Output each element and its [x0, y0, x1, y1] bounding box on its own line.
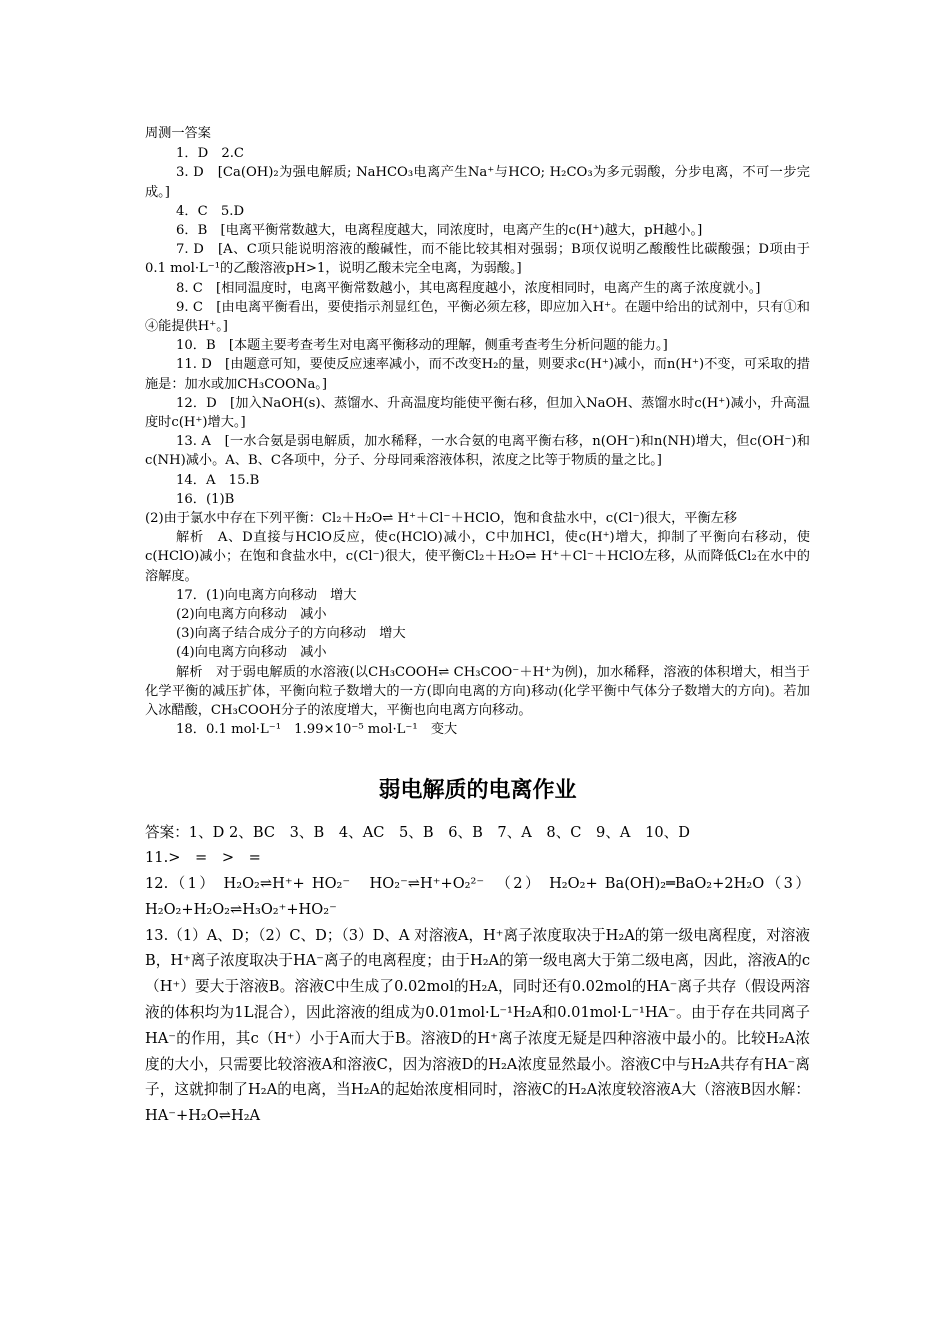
answer-line: 13.（1）A、D；（2）C、D；（3）D、A 对溶液A，H⁺离子浓度取决于H₂A的第一级电离程度，对溶液B，H⁺离子浓度取决于HA⁻离子的电离程度；由于H₂A的第一级电离大于第二级电离，因此，溶液A的c（H⁺）要大于溶液B。溶液C中生成了0.02mol的H₂A，同时还有0.02mol的HA⁻离子共存（假设两溶液的体积均为1L混合），因此溶液的组成为0.01mol·L⁻¹H₂A和0.01mol·L⁻¹HA⁻。由于存在共同离子HA⁻的作用，其c（H⁺）小于A而大于B。溶液D的H⁺离子浓度无疑是四种溶液中最小的。比较H₂A浓度的大小，只需要比较溶液A和溶液C，因为溶液D的H₂A浓度显然最小。溶液C中与H₂A共存有HA⁻离子，这就抑制了H₂A的电离，当H₂A的起始浓度相同时，溶液C的H₂A浓度较溶液A大（溶液B因水解：HA⁻+H₂O⇌H₂A [145, 926, 810, 1125]
answer-sheet [145, 124, 810, 1129]
answer-17-analysis: 解析 对于弱电解质的水溶液(以CH₃COOH⇌ CH₃COO⁻＋H⁺为例)，加水稀释，溶液的体积增大，相当于化学平衡的减压扩体，平衡向粒子数增大的一方(即向电离的方向)移动(化学平衡中气体分子数增大的方向)。若加入冰醋酸，CH₃COOH分子的浓度增大，平衡也向电离方向移动。 [145, 664, 810, 719]
answer-line: 11. D [由题意可知，要使反应速率减小，而不改变H₂的量，则要求c(H⁺)减小，而n(H⁺)不变，可采取的措施是：加水或加CH₃COONa。] [145, 357, 810, 392]
answer-17-part3: (3)向离子结合成分子的方向移动 增大 [176, 626, 406, 642]
section-title: 弱电解质的电离作业 [378, 777, 577, 803]
answer-line: 答案：1、D 2、BC 3、B 4、AC 5、B 6、B 7、A 8、C 9、A 10、D [145, 823, 690, 841]
answer-line: 3. D [Ca(OH)₂为强电解质; NaHCO₃电离产生Na⁺与HCO; H₂CO₃为多元弱酸，分步电离，不可一步完成。] [145, 165, 810, 200]
weekly-test-answers [145, 124, 810, 740]
answer-line: 4．C 5.D [176, 203, 245, 219]
answer-line: 16．(1)B [176, 491, 235, 507]
answer-16-analysis: 解析 A、D直接与HClO反应，使c(HClO)减小，C中加HCl，使c(H⁺)增大，抑制了平衡向右移动，使c(HClO)减小；在饱和食盐水中，c(Cl⁻)很大，使平衡Cl₂＋H₂O⇌ H⁺＋Cl⁻＋HClO左移，从而降低Cl₂在水中的溶解度。 [145, 530, 810, 584]
answer-line: 9. C [由电离平衡看出，要使指示剂显红色，平衡必须左移，即应加入H⁺。在题中给出的试剂中，只有①和④能提供H⁺。] [145, 299, 810, 335]
answer-18: 18．0.1 mol·L⁻¹ 1.99×10⁻⁵ mol·L⁻¹ 变大 [176, 722, 458, 738]
answer-line: 12.（1） H₂O₂⇌H⁺+ HO₂⁻ HO₂⁻⇌H⁺+O₂²⁻ （2） H₂O₂+ Ba(OH)₂═BaO₂+2H₂O（3）H₂O₂+H₂O₂⇌H₃O₂⁺+HO₂⁻ [145, 875, 810, 918]
answer-line: 7. D [A、C项只能说明溶液的酸碱性，而不能比较其相对强弱；B项仅说明乙酸酸性比碳酸强；D项由于0.1 mol·L⁻¹的乙酸溶液pH>1，说明乙酸未完全电离，为弱酸。] [145, 242, 810, 277]
answer-line: 8. C [相同温度时，电离平衡常数越小，其电离程度越小，浓度相同时，电离产生的离子浓度就小。] [176, 280, 761, 296]
answer-line: 6．B [电离平衡常数越大，电离程度越大，同浓度时，电离产生的c(H⁺)越大，pH越小。] [176, 223, 703, 239]
answer-line: 12．D [加入NaOH(s)、蒸馏水、升高温度均能使平衡右移，但加入NaOH、蒸馏水时c(H⁺)减小，升高温度时c(H⁺)增大。] [145, 395, 810, 431]
homework-answers [145, 820, 810, 1130]
answer-line: 14．A 15.B [176, 472, 260, 488]
answer-line: 11.> = > = [145, 849, 261, 867]
answer-line: 10．B [本题主要考查考生对电离平衡移动的理解，侧重考查考生分析问题的能力。] [176, 338, 668, 354]
answer-16-part2: (2)由于氯水中存在下列平衡：Cl₂＋H₂O⇌ H⁺＋Cl⁻＋HClO，饱和食盐水中，c(Cl⁻)很大，平衡左移 [145, 511, 738, 527]
answer-line: 13. A [一水合氨是弱电解质，加水稀释，一水合氨的电离平衡右移，n(OH⁻)和n(NH)增大，但c(OH⁻)和c(NH)减小。A、B、C各项中，分子、分母同乘溶液体积，浓度之比等于物质的量之比。] [145, 434, 810, 469]
answer-17-part2: (2)向电离方向移动 减小 [176, 607, 327, 623]
answer-17-part4: (4)向电离方向移动 减小 [176, 645, 327, 661]
answer-line: 1．D 2.C [176, 146, 245, 162]
section-heading: 周测一答案 [145, 126, 211, 141]
answer-17-part1: 17．(1)向电离方向移动 增大 [176, 587, 357, 603]
